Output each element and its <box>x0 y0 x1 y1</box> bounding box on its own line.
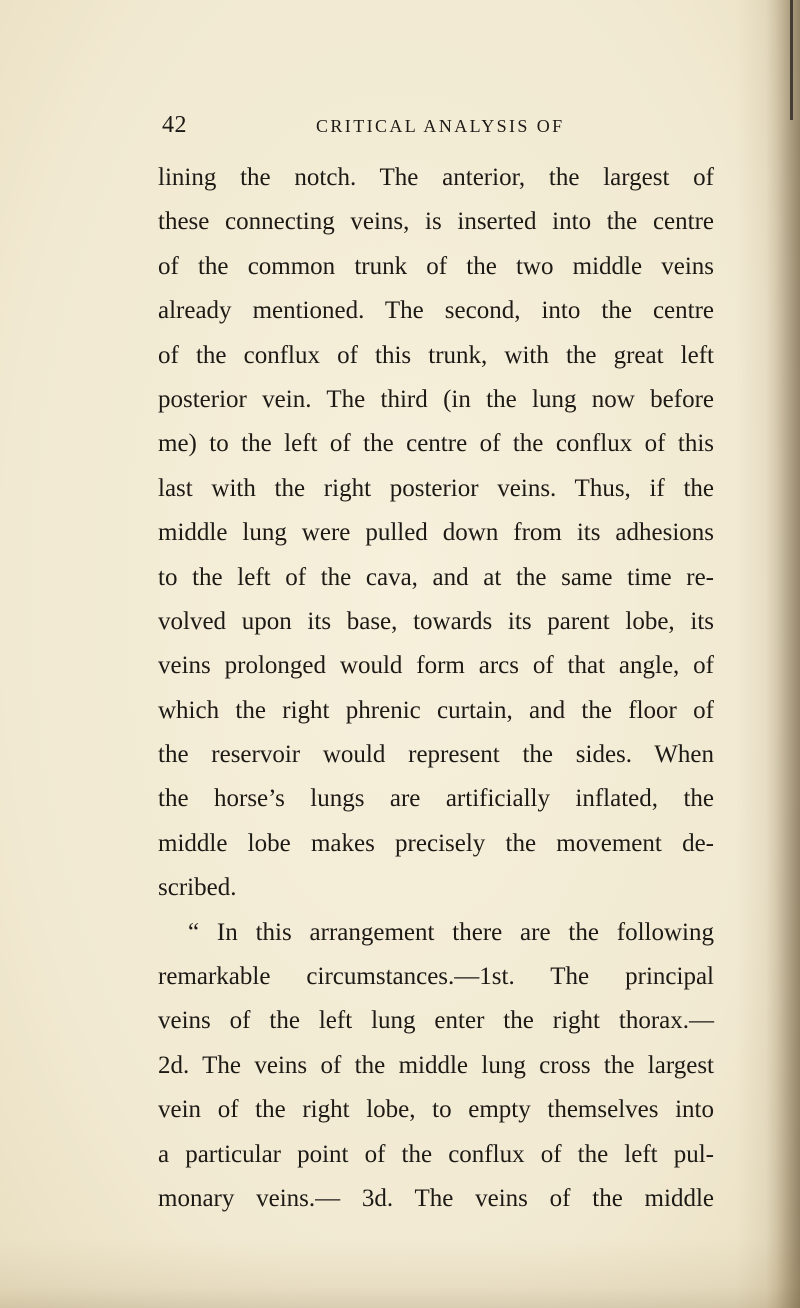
text-line: already mentioned. The second, into the centre <box>158 297 714 325</box>
page-header <box>0 112 800 142</box>
text-line: vein of the right lobe, to empty themselves into <box>158 1096 714 1124</box>
text-line: me) to the left of the centre of the conflux of this <box>158 430 714 458</box>
text-line: remarkable circumstances.—1st. The principal <box>158 963 714 991</box>
text-line: veins prolonged would form arcs of that angle, of <box>158 652 714 680</box>
text-line: the horse’s lungs are artificially inflated, the <box>158 785 714 813</box>
text-line: monary veins.— 3d. The veins of the middle <box>158 1184 714 1212</box>
text-line: which the right phrenic curtain, and the floor of <box>158 696 714 724</box>
text-line: to the left of the cava, and at the same time re- <box>158 563 714 591</box>
text-line: middle lung were pulled down from its adhesions <box>158 519 714 547</box>
body-text <box>158 161 714 1226</box>
text-line: a particular point of the conflux of the left pul- <box>158 1140 714 1168</box>
text-line: the reservoir would represent the sides. When <box>158 741 714 769</box>
page-edge-shadow <box>766 0 800 1308</box>
text-line: “ In this arrangement there are the following <box>188 918 714 946</box>
text-line: veins of the left lung enter the right thorax.— <box>158 1007 714 1035</box>
text-line: scribed. <box>158 874 237 902</box>
text-line: these connecting veins, is inserted into the centre <box>158 208 714 236</box>
page-number: 42 <box>162 112 187 138</box>
text-line: of the common trunk of the two middle veins <box>158 252 714 280</box>
page-edge-line <box>790 0 793 120</box>
running-head: CRITICAL ANALYSIS OF <box>316 116 565 136</box>
text-line: of the conflux of this trunk, with the great left <box>158 341 714 369</box>
text-line: last with the right posterior veins. Thus, if the <box>158 474 714 502</box>
text-line: middle lobe makes precisely the movement de- <box>158 829 714 857</box>
text-line: 2d. The veins of the middle lung cross the largest <box>158 1051 714 1079</box>
text-line: lining the notch. The anterior, the largest of <box>158 164 714 191</box>
page-bottom-stain <box>0 1238 800 1308</box>
text-line: volved upon its base, towards its parent lobe, its <box>158 607 714 635</box>
text-line: posterior vein. The third (in the lung now before <box>158 385 714 413</box>
